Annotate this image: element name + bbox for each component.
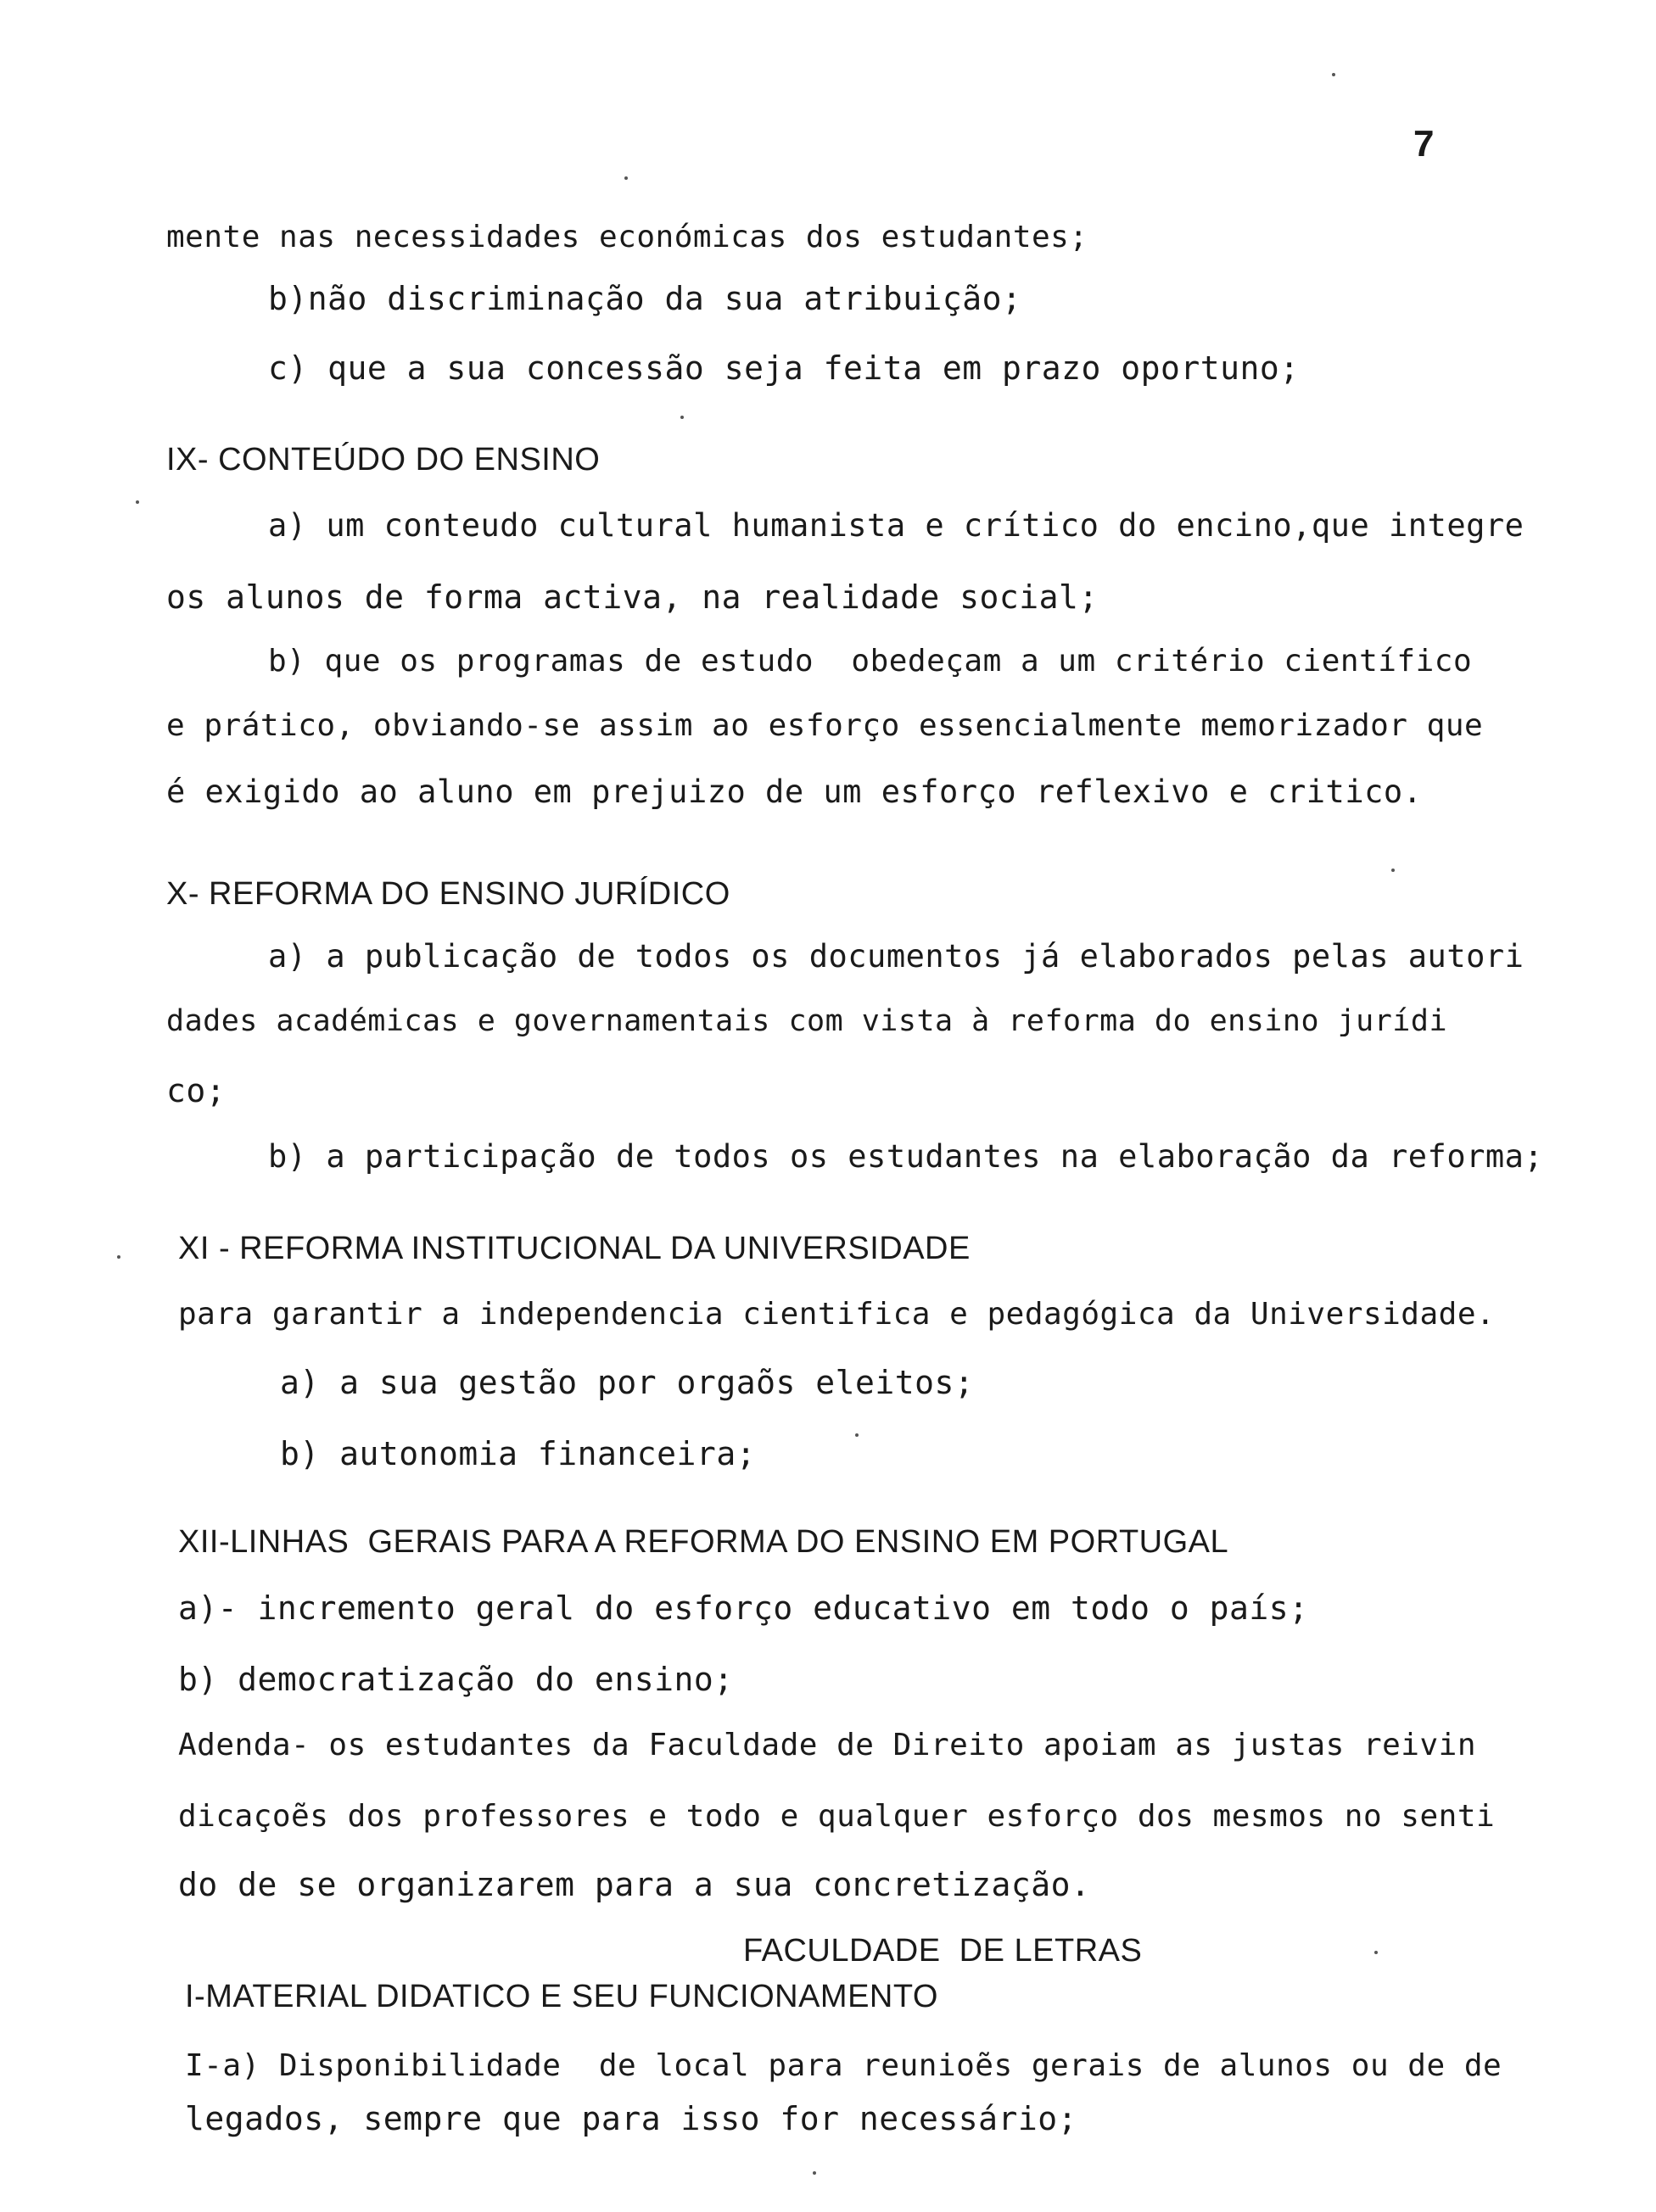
section-heading: XI - REFORMA INSTITUCIONAL DA UNIVERSIDADE <box>178 1231 971 1266</box>
scan-speck <box>624 176 628 180</box>
section-heading: IX- CONTEÚDO DO ENSINO <box>166 442 601 478</box>
scan-speck <box>117 1255 120 1259</box>
scan-speck <box>136 500 139 504</box>
text-line: I-a) Disponibilidade de local para reunioẽs gerais de alunos ou de de <box>185 2048 1502 2083</box>
scan-speck <box>1391 869 1395 872</box>
scan-speck <box>680 416 684 419</box>
text-line: c) que a sua concessão seja feita em prazo oportuno; <box>268 349 1300 387</box>
text-line: os alunos de forma activa, na realidade social; <box>166 578 1099 616</box>
section-heading: X- REFORMA DO ENSINO JURÍDICO <box>166 876 730 912</box>
text-line: b)não discriminação da sua atribuição; <box>268 280 1022 317</box>
text-line: do de se organizarem para a sua concretização. <box>178 1866 1091 1903</box>
text-line: mente nas necessidades económicas dos estudantes; <box>166 220 1088 254</box>
text-line: dicaçoẽs dos professores e todo e qualquer esforço dos mesmos no senti <box>178 1799 1496 1834</box>
scan-speck <box>1332 73 1335 76</box>
text-line: co; <box>166 1072 227 1109</box>
text-line: e prático, obviando-se assim ao esforço essencialmente memorizador que <box>166 708 1484 743</box>
text-line: a)- incremento geral do esforço educativo em todo o país; <box>178 1589 1309 1627</box>
section-heading: XII-LINHAS GERAIS PARA A REFORMA DO ENSINO EM PORTUGAL <box>178 1524 1229 1560</box>
scan-speck <box>1374 1951 1378 1954</box>
text-line: legados, sempre que para isso for necessário; <box>185 2100 1078 2137</box>
text-line: dades académicas e governamentais com vista à reforma do ensino jurídi <box>166 1004 1448 1038</box>
text-line: a) a publicação de todos os documentos já elaborados pelas autori <box>268 938 1525 975</box>
page-number: 7 <box>1413 123 1435 165</box>
scan-speck <box>855 1433 859 1437</box>
text-line: b) autonomia financeira; <box>280 1435 757 1472</box>
text-line: a) a sua gestão por orgaõs eleitos; <box>280 1364 975 1401</box>
section-heading: I-MATERIAL DIDATICO E SEU FUNCIONAMENTO <box>185 1979 938 2014</box>
text-line: para garantir a independencia cientifica e pedagógica da Universidade. <box>178 1297 1496 1332</box>
text-line: b) democratização do ensino; <box>178 1661 734 1698</box>
text-line: é exigido ao aluno em prejuizo de um esforço reflexivo e critico. <box>166 774 1423 810</box>
section-heading: FACULDADE DE LETRAS <box>743 1933 1143 1969</box>
text-line: b) a participação de todos os estudantes na elaboração da reforma; <box>268 1138 1544 1175</box>
text-line: Adenda- os estudantes da Faculdade de Direito apoiam as justas reivin <box>178 1728 1476 1762</box>
text-line: b) que os programas de estudo obedeçam a um critério científico <box>268 644 1473 679</box>
scan-speck <box>813 2171 816 2175</box>
text-line: a) um conteudo cultural humanista e crítico do encino,que integre <box>268 507 1525 544</box>
